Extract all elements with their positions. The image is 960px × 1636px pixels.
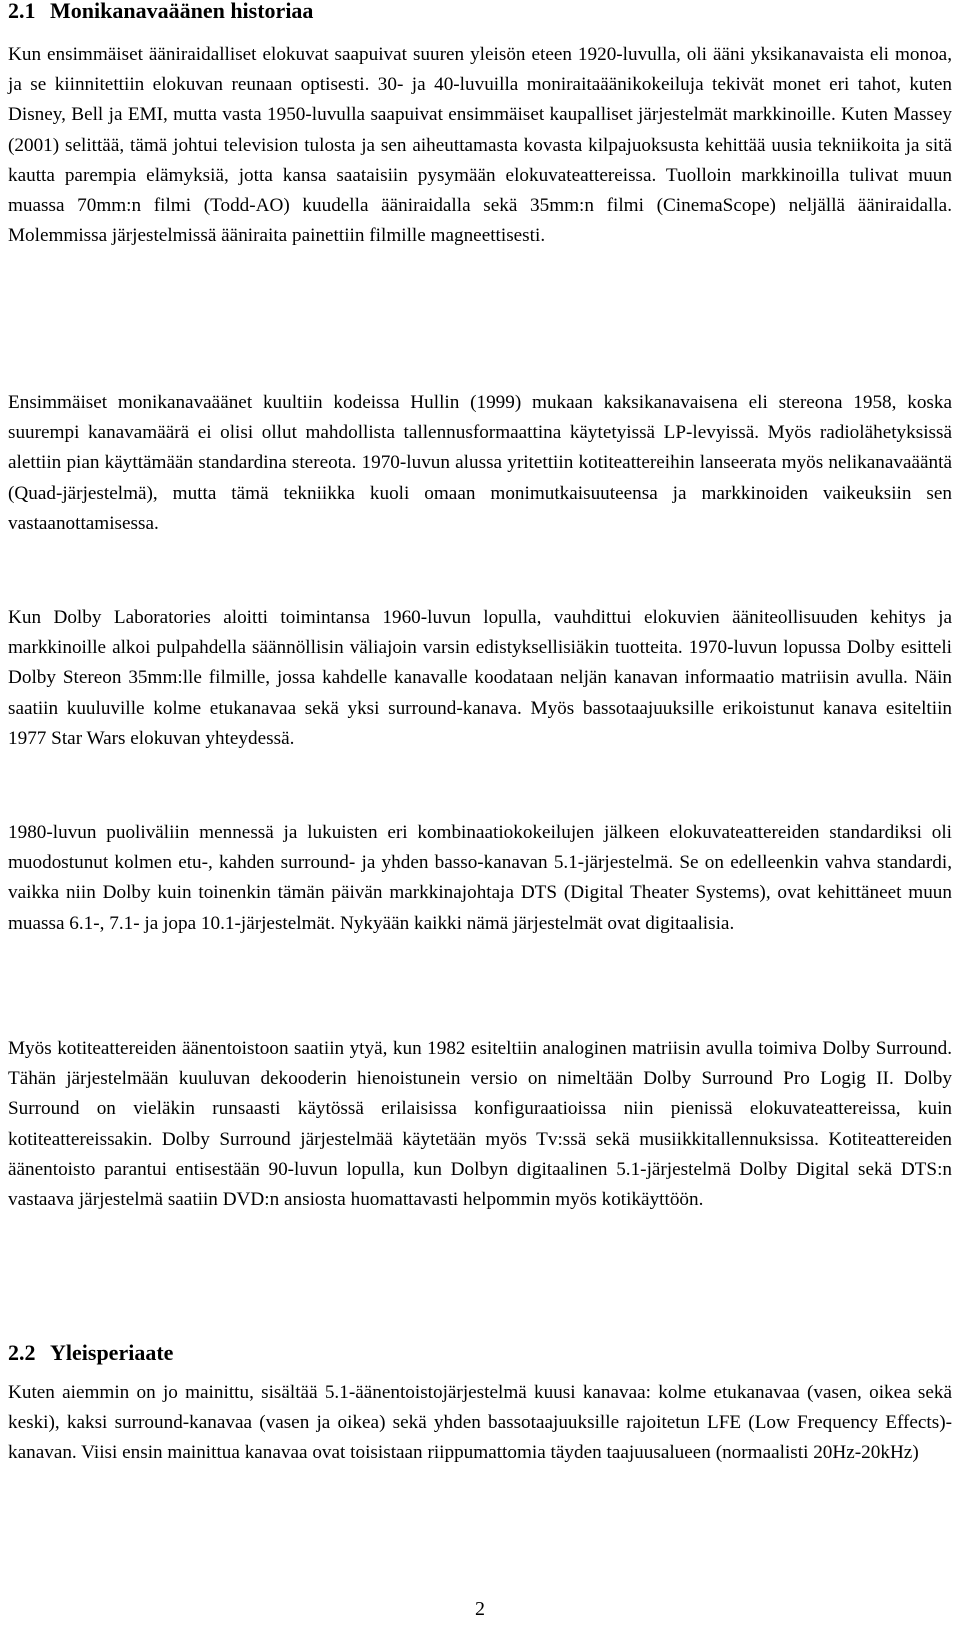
section-number: 2.2: [8, 1340, 36, 1365]
section-title: Monikanavaäänen historiaa: [50, 0, 314, 23]
paragraph: 1980-luvun puoliväliin mennessä ja lukuisten eri kombinaatiokokeilujen jälkeen elokuvateattereiden standardiksi oli muodostunut kolmen etu-, kahden surround- ja yhden basso-kanavan 5.1-järjestelmä. Se on edelleenkin vahva standardi, vaikka niin Dolby kuin toinenkin tämän päivän markkinajohtaja DTS (Digital Theater Systems), ovat kehittäneet muun muassa 6.1-, 7.1- ja jopa 10.1-järjestelmät. Nykyään kaikki nämä järjestelmät ovat digitaalisia.: [8, 822, 952, 934]
paragraph: Ensimmäiset monikanavaäänet kuultiin kodeissa Hullin (1999) mukaan kaksikanavaisena eli stereona 1958, koska suurempi kanavamäärä ei olisi ollut mahdollista tallennusformaattina käytetyissä LP-levyissä. Myös radiolähetyksissä alettiin pian käyttämään standardina stereota. 1970-luvun alussa yritettiin kotiteattereihin lanseerata myös nelikanavaääntä (Quad-järjestelmä), mutta tämä tekniikka kuoli omaan monimutkaisuuteensa ja markkinoiden vaikeuksiin sen vastaanottamisessa.: [8, 392, 952, 534]
section-heading-principle: [8, 1340, 173, 1366]
page-number: 2: [475, 1598, 485, 1620]
paragraph: Kun ensimmäiset ääniraidalliset elokuvat saapuivat suuren yleisön eteen 1920-luvulla, oli ääni yksikanavaista eli monoa, ja se kiinnitettiin elokuvan reunaan optisesti. 30- ja 40-luvuilla moniraitaäänikokeiluja tekivät monet eri tahot, kuten Disney, Bell ja EMI, mutta vasta 1950-luvulla saapuivat ensimmäiset kaupalliset järjestelmät markkinoille. Kuten Massey (2001) selittää, tämä johtui television tulosta ja sen aiheuttamasta kovasta kilpajuoksusta kehittää uusia tekniikoita ja sitä kautta parempia elämyksiä, jotta kansa saataisiin pysymään elokuvateattereissa. Tuolloin markkinoilla tulivat muun muassa 70mm:n filmi (Todd-AO) kuudella ääniraidalla sekä 35mm:n filmi (CinemaScope) neljällä ääniraidalla. Molemmissa järjestelmissä ääniraita painettiin filmille magneettisesti.: [8, 44, 952, 247]
section-heading-history: [8, 0, 313, 24]
paragraph: Myös kotiteattereiden äänentoistoon saatiin ytyä, kun 1982 esiteltiin analoginen matriisin avulla toimiva Dolby Surround. Tähän järjestelmään kuuluvan dekooderin hienoistunein versio on nimeltään Dolby Surround Pro Logig II. Dolby Surround on vieläkin runsaasti käytössä erilaisissa konfiguraatioissa niin pienissä elokuvateattereissa, kuin kotiteattereissakin. Dolby Surround järjestelmää käytetään myös Tv:ssä sekä musiikkitallennuksissa. Kotiteattereiden äänentoisto parantui entisestään 90-luvun lopulla, kun Dolbyn digitaalinen 5.1-järjestelmä Dolby Digital sekä DTS:n vastaava järjestelmä saatiin DVD:n ansiosta huomattavasti helpommin myös kotikäyttöön.: [8, 1038, 952, 1211]
paragraph: Kuten aiemmin on jo mainittu, sisältää 5.1-äänentoistojärjestelmä kuusi kanavaa: kolme etukanavaa (vasen, oikea sekä keski), kaksi surround-kanavaa (vasen ja oikea) sekä yhden bassotaajuuksille rajoitetun LFE (Low Frequency Effects)-kanavan. Viisi ensin mainittua kanavaa ovat toisistaan riippumattomia täyden taajuusalueen (normaalisti 20Hz-20kHz): [8, 1382, 952, 1464]
section-number: 2.1: [8, 0, 36, 23]
paragraph: Kun Dolby Laboratories aloitti toimintansa 1960-luvun lopulla, vauhdittui elokuvien ääniteollisuuden kehitys ja markkinoille alkoi pulpahdella säännöllisin väliajoin varsin edistyksellisiäkin tuotteita. 1970-luvun lopussa Dolby esitteli Dolby Stereon 35mm:lle filmille, jossa kahdelle kanavalle koodataan neljän kanavan informaatio matriisin avulla. Näin saatiin kuuluville kolme etukanavaa sekä yksi surround-kanava. Myös bassotaajuuksille erikoistunut kanava esiteltiin 1977 Star Wars elokuvan yhteydessä.: [8, 607, 952, 749]
section-title: Yleisperiaate: [50, 1340, 174, 1365]
